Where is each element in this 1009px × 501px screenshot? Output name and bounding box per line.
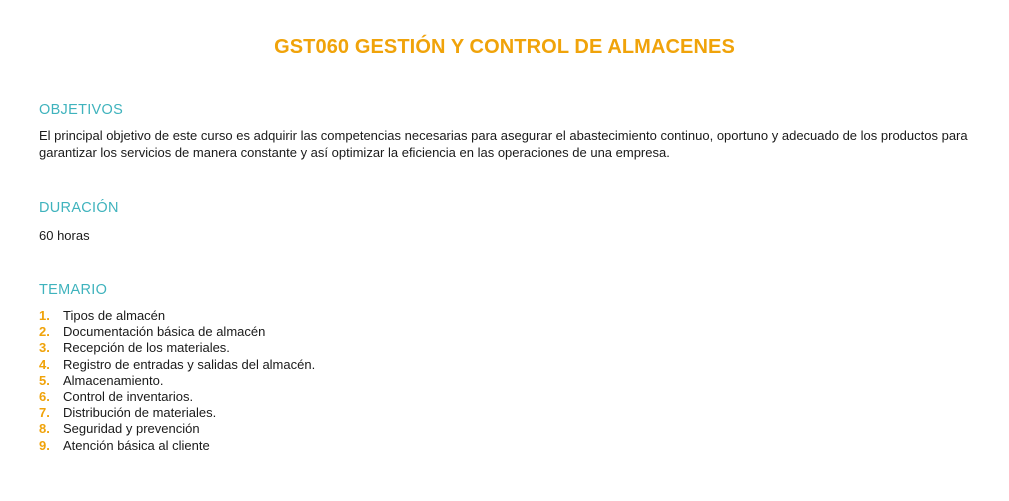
objetivos-text: El principal objetivo de este curso es adquirir las competencias necesarias para asegurar el abastecimiento continuo, oportuno y adecuado de los productos para garantizar los servicios de manera constante y así optimizar la eficiencia en las operaciones de una empresa. (39, 128, 968, 160)
list-item-number: 3. (39, 340, 50, 356)
list-item-label: Distribución de materiales. (63, 405, 217, 421)
duracion-heading: DURACIÓN (39, 200, 119, 216)
list-item-number: 9. (39, 437, 50, 453)
duracion-text: 60 horas (39, 228, 90, 243)
list-item-label: Documentación básica de almacén (63, 324, 266, 340)
list-item (39, 357, 315, 373)
list-item-number: 2. (39, 324, 50, 340)
list-item (39, 405, 315, 421)
temario-list (39, 308, 315, 454)
list-item (39, 389, 315, 405)
list-item-number: 1. (39, 308, 50, 323)
list-item-number: 6. (39, 388, 50, 404)
list-item (39, 438, 315, 454)
objetivos-heading: OBJETIVOS (39, 102, 124, 118)
list-item (39, 373, 315, 389)
list-item-number: 5. (39, 372, 50, 388)
temario-heading: TEMARIO (39, 282, 108, 298)
list-item (39, 324, 315, 340)
list-item-label: Atención básica al cliente (63, 437, 210, 453)
list-item-label: Almacenamiento. (63, 372, 164, 388)
list-item (39, 421, 315, 437)
list-item-label: Registro de entradas y salidas del almacén. (63, 356, 316, 372)
list-item-label: Control de inventarios. (63, 388, 194, 404)
document-title: GST060 GESTIÓN Y CONTROL DE ALMACENES (274, 36, 735, 58)
list-item-label: Tipos de almacén (63, 308, 166, 323)
list-item-label: Seguridad y prevención (63, 421, 200, 437)
list-item (39, 340, 315, 356)
list-item-label: Recepción de los materiales. (63, 340, 230, 356)
list-item (39, 308, 315, 324)
list-item-number: 8. (39, 421, 50, 437)
list-item-number: 4. (39, 356, 50, 372)
list-item-number: 7. (39, 405, 50, 421)
